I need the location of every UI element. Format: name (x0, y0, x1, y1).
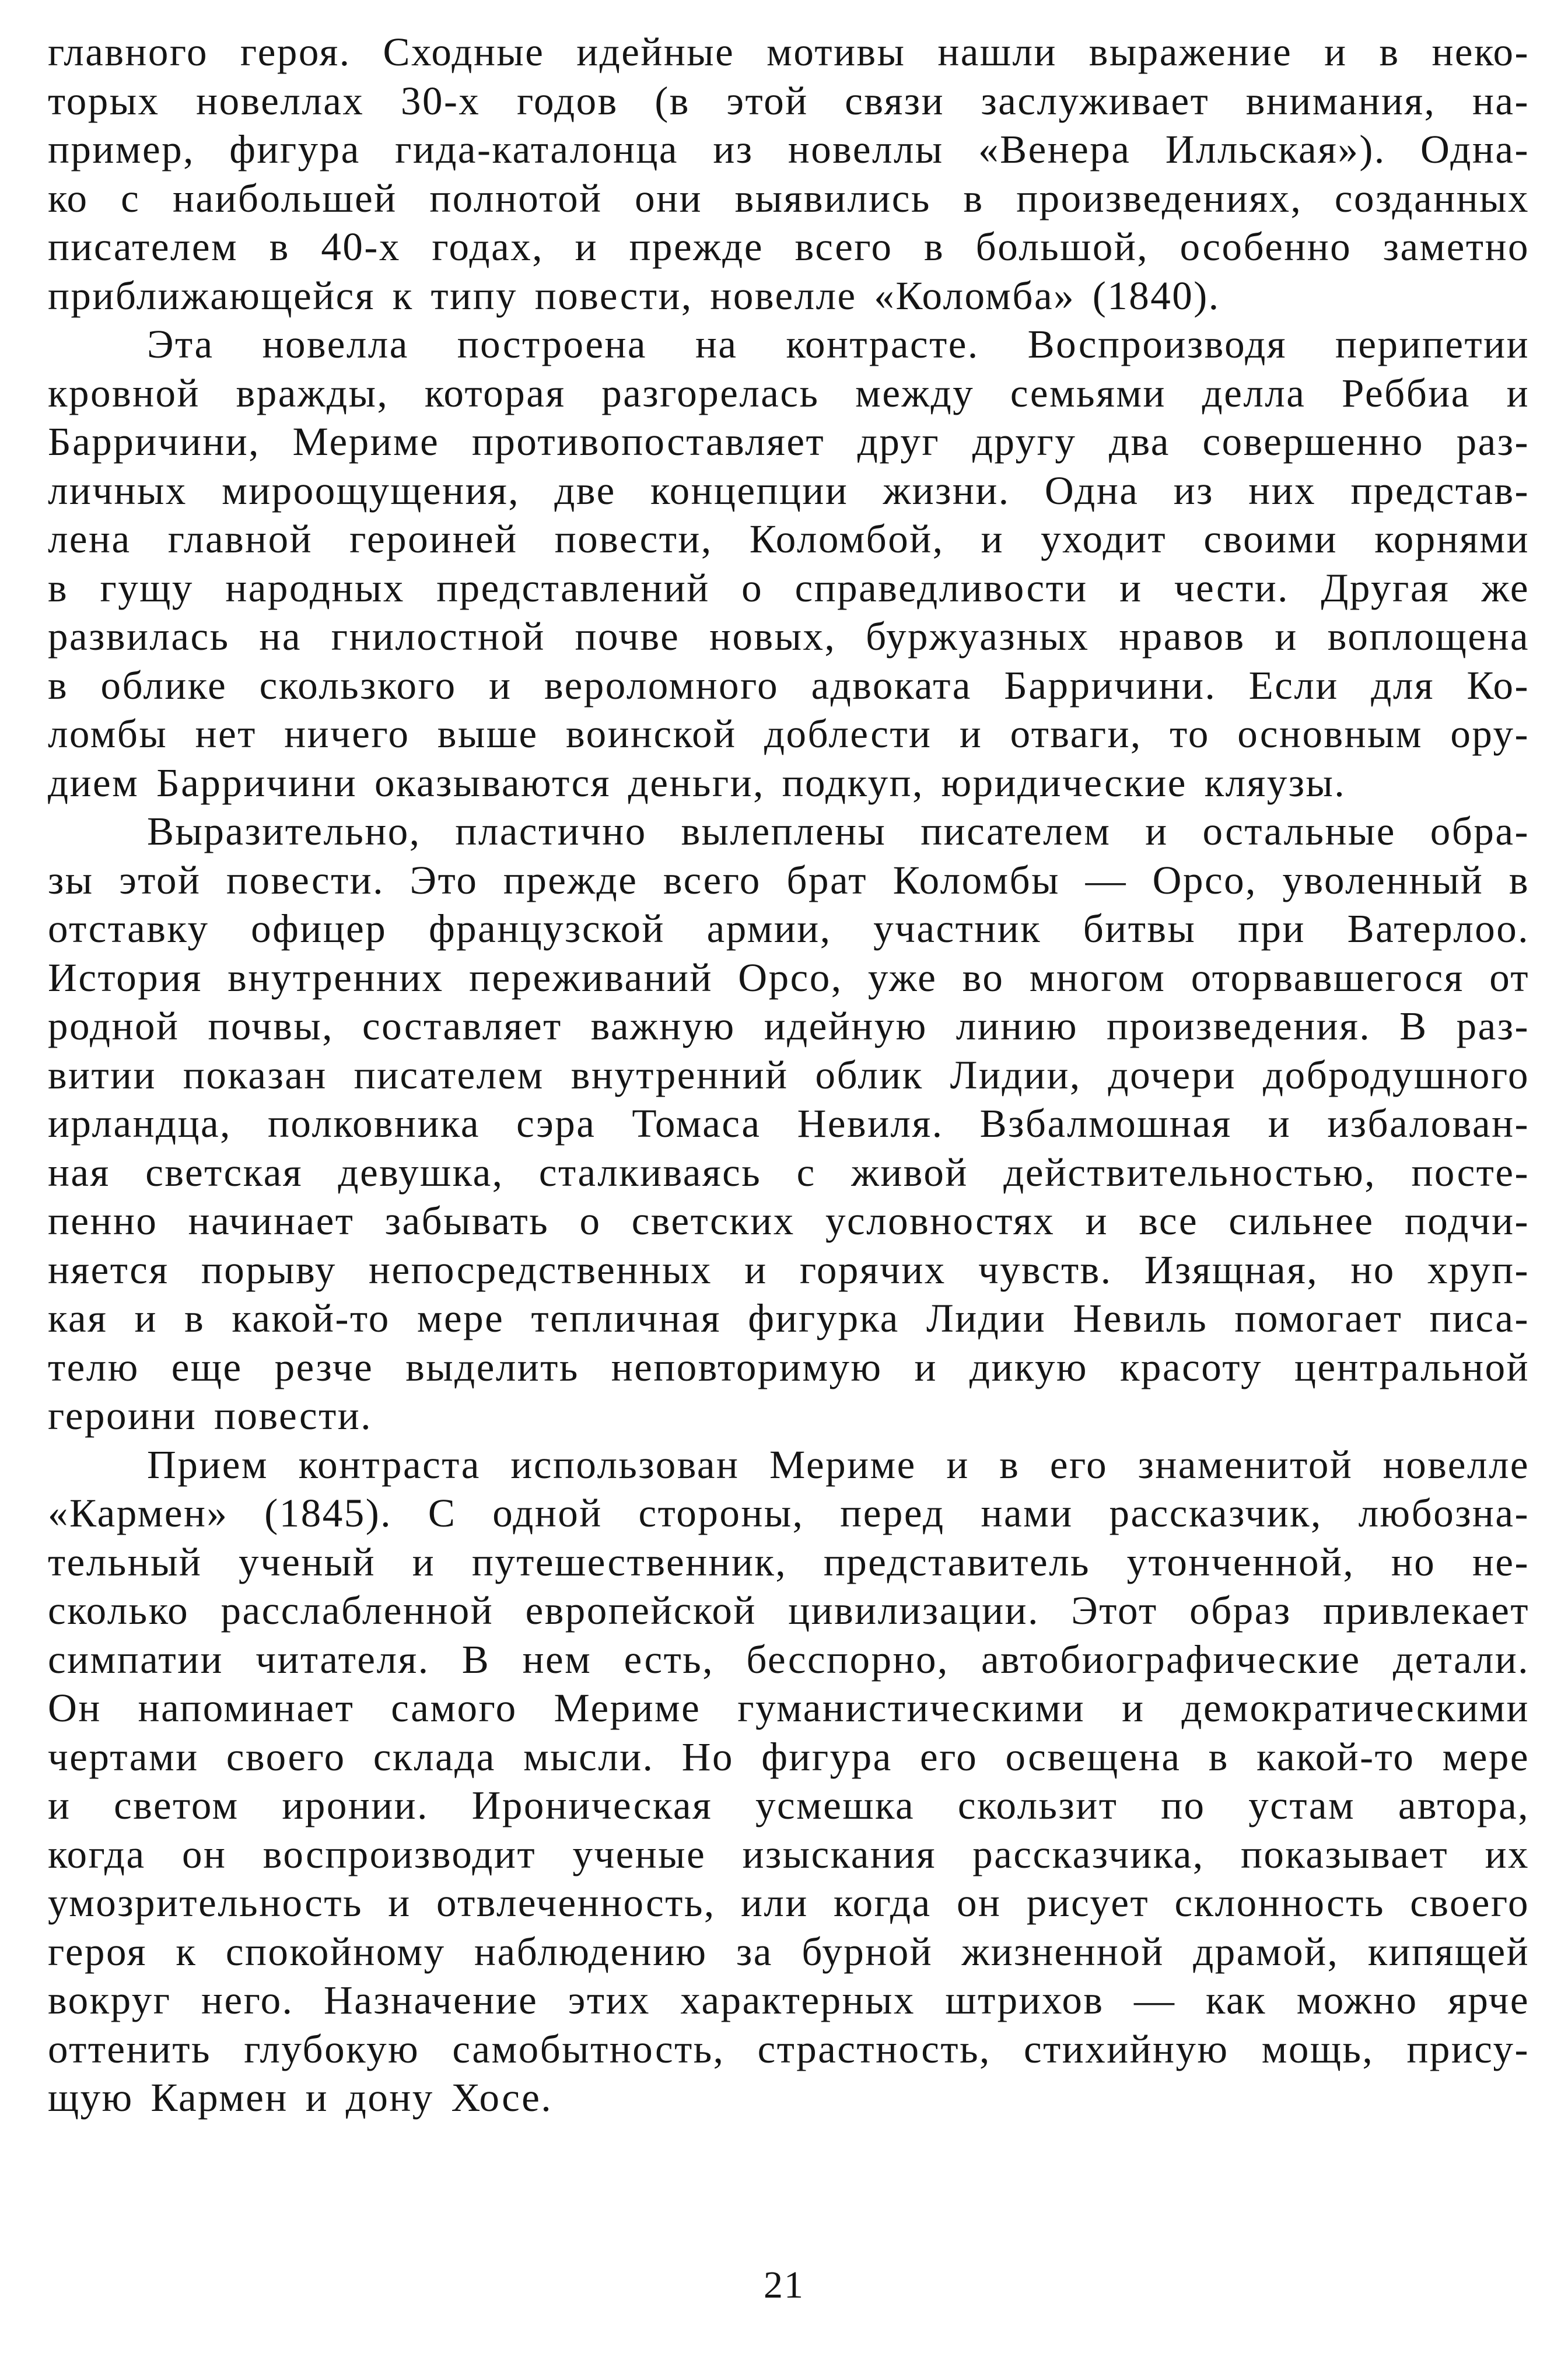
text-line: щую Кармен и дону Хосе. (48, 2075, 553, 2120)
text-line: лена главной героиней повести, Коломбой, и уходит своими корнями (48, 517, 1530, 561)
text-line: сколько расслабленной европейской цивилизации. Этот образ привлекает (48, 1588, 1530, 1633)
text-line: дием Барричини оказываются деньги, подкуп, юридические кляузы. (48, 760, 1346, 805)
text-line: главного героя. Сходные идейные мотивы нашли выражение и в неко- (48, 30, 1530, 74)
paragraph (48, 1441, 1530, 2123)
text-line: зы этой повести. Это прежде всего брат Коломбы — Орсо, уволенный в (48, 857, 1530, 902)
body-text (48, 28, 1530, 2123)
text-line: Барричини, Мериме противопоставляет друг другу два совершенно раз- (48, 419, 1530, 464)
text-line: писателем в 40-х годах, и прежде всего в большой, особенно заметно (48, 225, 1530, 269)
text-line: вокруг него. Назначение этих характерных штрихов — как можно ярче (48, 1978, 1530, 2022)
text-line: родной почвы, составляет важную идейную линию произведения. В раз- (48, 1004, 1530, 1048)
text-line: пенно начинает забывать о светских условностях и все сильнее подчи- (48, 1199, 1530, 1243)
page-number: 21 (764, 2264, 804, 2306)
text-line: личных мироощущения, две концепции жизни. Одна из них представ- (48, 468, 1530, 513)
text-line: отставку офицер французской армии, участник битвы при Ватерлоо. (48, 906, 1530, 951)
text-line: витии показан писателем внутренний облик Лидии, дочери добродушного (48, 1052, 1530, 1097)
text-line: Он напоминает самого Мериме гуманистическими и демократическими (48, 1686, 1530, 1730)
text-line: кая и в какой-то мере тепличная фигурка Лидии Невиль помогает писа- (48, 1296, 1530, 1340)
paragraph (48, 28, 1530, 320)
text-line: «Кармен» (1845). С одной стороны, перед нами рассказчик, любозна- (48, 1491, 1530, 1535)
text-line: Выразительно, пластично вылеплены писателем и остальные обра- (147, 809, 1530, 853)
text-line: телю еще резче выделить неповторимую и дикую красоту центральной (48, 1344, 1530, 1389)
text-line: Прием контраста использован Мериме и в его знаменитой новелле (147, 1442, 1530, 1487)
text-line: кровной вражды, которая разгорелась между семьями делла Реббиа и (48, 370, 1530, 415)
paragraph (48, 320, 1530, 807)
text-line: ломбы нет ничего выше воинской доблести и отваги, то основным ору- (48, 712, 1530, 756)
text-line: в облике скользкого и вероломного адвоката Барричини. Если для Ко- (48, 663, 1530, 708)
text-line: няется порыву непосредственных и горячих чувств. Изящная, но хруп- (48, 1247, 1530, 1292)
text-line: тельный ученый и путешественник, представитель утонченной, но не- (48, 1539, 1530, 1584)
text-line: оттенить глубокую самобытность, страстность, стихийную мощь, прису- (48, 2026, 1530, 2071)
text-line: героини повести. (48, 1393, 372, 1438)
text-line: ная светская девушка, сталкиваясь с живой действительностью, посте- (48, 1150, 1530, 1195)
text-line: ирландца, полковника сэра Томаса Невиля. Взбалмошная и избалован- (48, 1101, 1530, 1146)
text-line: чертами своего склада мысли. Но фигура его освещена в какой-то мере (48, 1734, 1530, 1779)
text-line: героя к спокойному наблюдению за бурной жизненной драмой, кипящей (48, 1929, 1530, 1974)
text-line: когда он воспроизводит ученые изыскания рассказчика, показывает их (48, 1832, 1530, 1876)
text-line: Эта новелла построена на контрасте. Воспроизводя перипетии (147, 322, 1530, 366)
text-line: торых новеллах 30-х годов (в этой связи заслуживает внимания, на- (48, 78, 1530, 123)
text-line: ко с наибольшей полнотой они выявились в произведениях, созданных (48, 176, 1530, 220)
text-line: и светом иронии. Ироническая усмешка скользит по устам автора, (48, 1783, 1530, 1827)
paragraph (48, 807, 1530, 1441)
text-line: приближающейся к типу повести, новелле «Коломба» (1840). (48, 273, 1220, 318)
text-line: симпатии читателя. В нем есть, бесспорно, автобиографические детали. (48, 1637, 1530, 1682)
text-line: в гущу народных представлений о справедливости и чести. Другая же (48, 565, 1530, 610)
text-line: развилась на гнилостной почве новых, буржуазных нравов и воплощена (48, 614, 1530, 659)
text-line: пример, фигура гида-каталонца из новеллы «Венера Илльская»). Одна- (48, 127, 1530, 171)
text-line: История внутренних переживаний Орсо, уже во многом оторвавшегося от (48, 955, 1530, 1000)
text-line: умозрительность и отвлеченность, или когда он рисует склонность своего (48, 1881, 1530, 1925)
